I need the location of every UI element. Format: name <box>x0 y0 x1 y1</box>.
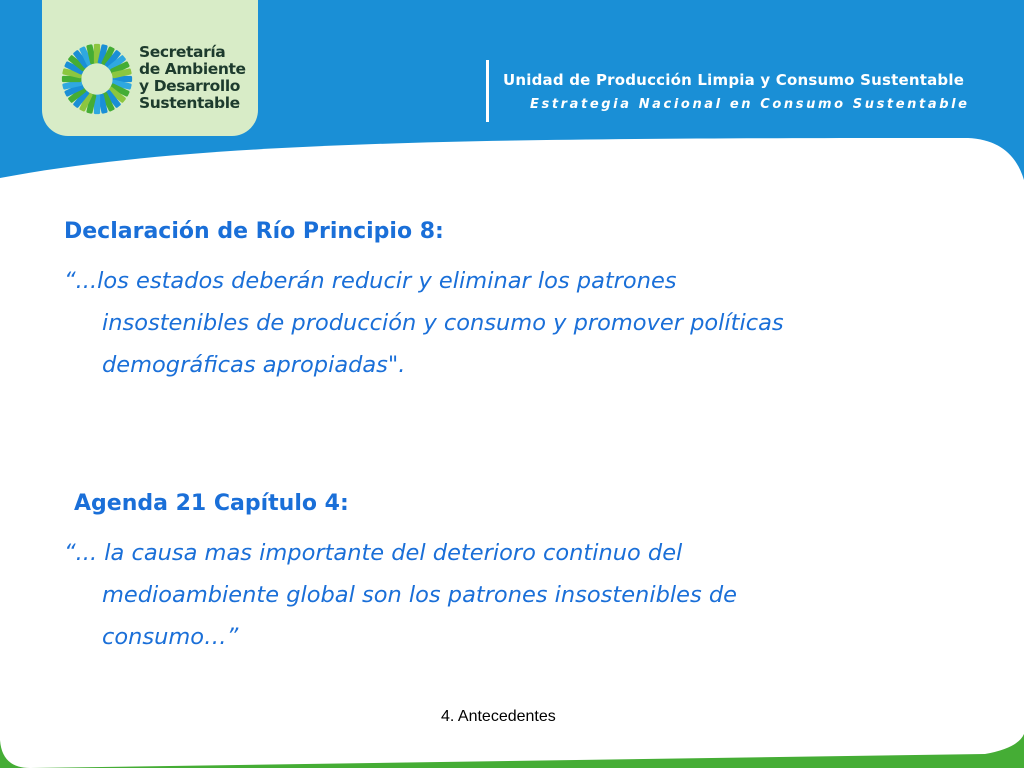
section2-quote <box>64 532 737 658</box>
section1-quote-line-2: insostenibles de producción y consumo y promover políticas <box>102 310 784 336</box>
logo-line-4: Sustentable <box>139 94 240 112</box>
section1-heading: Declaración de Río Principio 8: <box>64 219 444 244</box>
header-title: Unidad de Producción Limpia y Consumo Sustentable <box>503 71 965 89</box>
footer-label: 4. Antecedentes <box>441 708 556 725</box>
section1-quote-line-1: “...los estados deberán reducir y eliminar los patrones <box>64 268 677 294</box>
section2-heading: Agenda 21 Capítulo 4: <box>74 491 349 516</box>
header-subtitle: Estrategia Nacional en Consumo Sustentable <box>530 97 970 112</box>
logo-line-1: Secretaría <box>139 43 226 61</box>
section1-quote-line-3: demográficas apropiadas". <box>102 352 406 378</box>
logo-line-3: y Desarrollo <box>139 77 240 95</box>
header-divider <box>486 60 489 122</box>
section2-quote-line-3: consumo…” <box>102 624 239 650</box>
section2-quote-line-1: “... la causa mas importante del deterioro continuo del <box>64 540 683 566</box>
section2-quote-line-2: medioambiente global son los patrones insostenibles de <box>102 582 737 608</box>
logo-center <box>84 66 109 91</box>
logo-line-2: de Ambiente <box>139 60 246 78</box>
section1-quote <box>64 260 784 386</box>
logo-text <box>139 44 259 112</box>
sun-logo-icon <box>58 40 136 118</box>
